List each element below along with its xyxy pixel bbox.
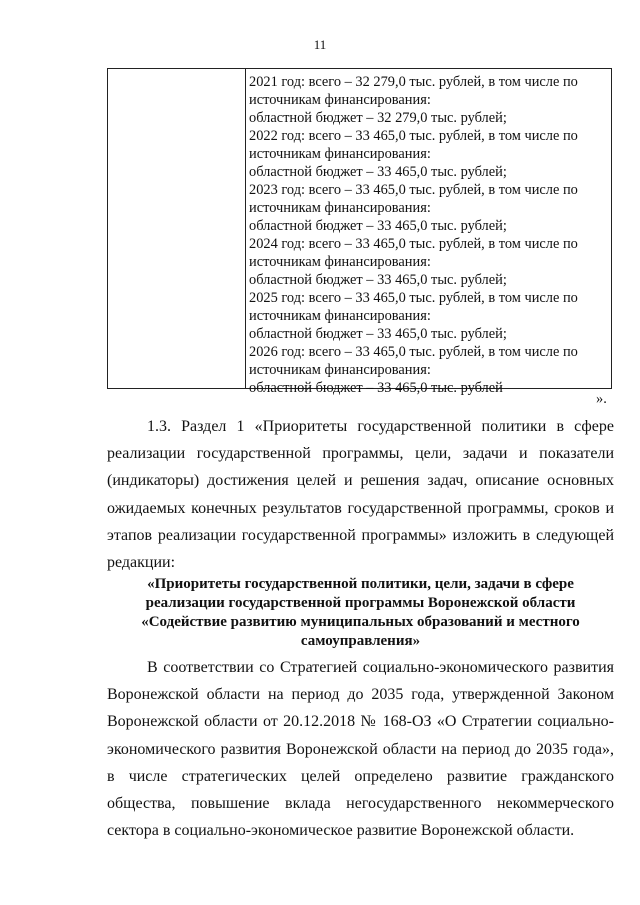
funding-line: 2022 год: всего – 33 465,0 тыс. рублей, в том числе по: [249, 128, 578, 144]
closing-quote: ».: [596, 391, 607, 407]
strategy-paragraph: В соответствии со Стратегией социально-экономического развития Воронежской области на период до 2035 года, утвержденной Законом Воронежской области от 20.12.2018 № 168-ОЗ «О Стратегии социально-экономического развития Воронежской области на период до 2035 года», в числе стратегических целей определено развитие гражданского общества, повышение вклада негосударственного некоммерческого сектора в социально-экономическое развитие Воронежской области.: [107, 659, 614, 840]
funding-line: 2024 год: всего – 33 465,0 тыс. рублей, в том числе по: [249, 236, 578, 252]
page-number: 11: [313, 37, 327, 52]
funding-line: областной бюджет – 33 465,0 тыс. рублей;: [249, 164, 507, 180]
funding-line: источникам финансирования:: [249, 308, 431, 324]
funding-line: источникам финансирования:: [249, 92, 431, 108]
section-heading: «Приоритеты государственной политики, цели, задачи в сфере реализации государственной программы Воронежской области «Содействие развитию муниципальных образований и местного самоуправления»: [141, 576, 580, 649]
funding-line: источникам финансирования:: [249, 362, 431, 378]
funding-line: областной бюджет – 32 279,0 тыс. рублей;: [249, 110, 507, 126]
amendment-paragraph: 1.3. Раздел 1 «Приоритеты государственной политики в сфере реализации государственной программы, цели, задачи и показатели (индикаторы) достижения целей и решения задач, описание основных ожидаемых конечных результатов государственной программы, сроков и этапов реализации государственной программы» изложить в следующей редакции:: [107, 418, 614, 572]
funding-line: 2023 год: всего – 33 465,0 тыс. рублей, в том числе по: [249, 182, 578, 198]
funding-line: источникам финансирования:: [249, 254, 431, 270]
funding-line: областной бюджет – 33 465,0 тыс. рублей: [249, 380, 503, 396]
funding-line: 2021 год: всего – 32 279,0 тыс. рублей, в том числе по: [249, 74, 578, 90]
funding-line: областной бюджет – 33 465,0 тыс. рублей;: [249, 326, 507, 342]
funding-line: источникам финансирования:: [249, 200, 431, 216]
funding-table: [107, 68, 612, 396]
funding-line: областной бюджет – 33 465,0 тыс. рублей;: [249, 218, 507, 234]
funding-line: источникам финансирования:: [249, 146, 431, 162]
funding-line: областной бюджет – 33 465,0 тыс. рублей;: [249, 272, 507, 288]
funding-line: 2026 год: всего – 33 465,0 тыс. рублей, в том числе по: [249, 344, 578, 360]
funding-line: 2025 год: всего – 33 465,0 тыс. рублей, в том числе по: [249, 290, 578, 306]
table-cell-funding: [246, 69, 611, 396]
table-cell-label: [108, 69, 246, 388]
